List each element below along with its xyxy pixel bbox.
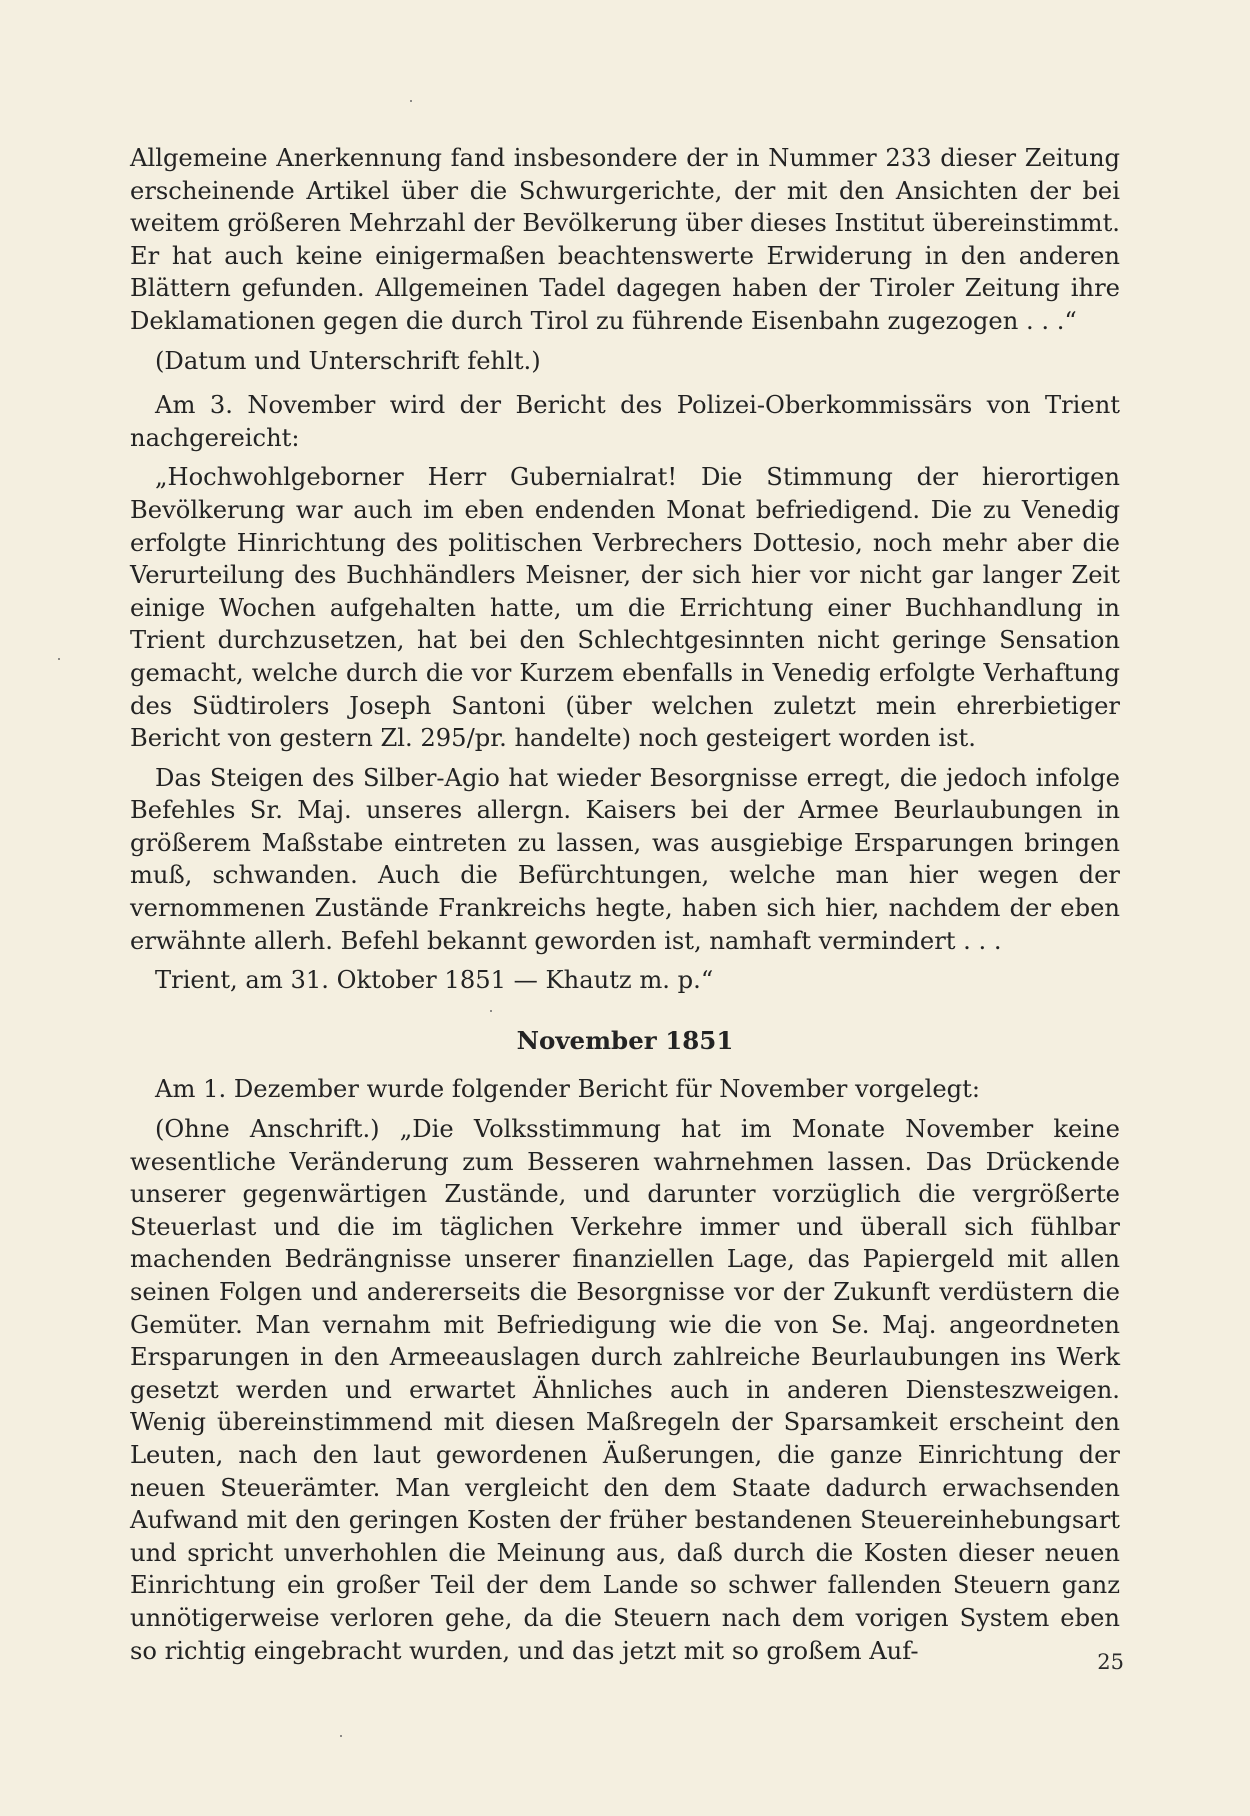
paper-speck: [58, 658, 60, 660]
page-number: 25: [1097, 1650, 1124, 1674]
paragraph-intro-report: Am 3. November wird der Bericht des Polizei-Oberkommissärs von Trient nachgereicht:: [130, 391, 1120, 452]
paragraph-silver-agio: Das Steigen des Silber-Agio hat wieder Besorgnisse erregt, die jedoch infolge Befehles Sr. Maj. unseres allergn. Kaisers bei der Armee Beurlaubungen in größerem Maßstabe eintreten zu lassen, was ausgiebige Ersparungen bringen muß, schwanden. Auch die Befürchtungen, welche man hier wegen der vernommenen Zustände Frankreichs hegte, haben sich hier, nachdem der eben erwähnte allerh. Befehl bekannt geworden ist, namhaft vermindert . . .: [130, 763, 1120, 955]
paragraph-report-body: „Hochwohlgeborner Herr Gubernialrat! Die Stimmung der hierortigen Bevölkerung war auch im eben endenden Monat befriedigend. Die zu Venedig erfolgte Hinrichtung des politischen Verbrechers Dottesio, noch mehr aber die Verurteilung des Buchhändlers Meisner, der sich hier vor nicht gar langer Zeit einige Wochen aufgehalten hatte, um die Errichtung einer Buchhandlung in Trient durchzusetzen, hat bei den Schlechtgesinnten nicht geringe Sensation gemacht, welche durch die vor Kurzem ebenfalls in Venedig erfolgte Verhaftung des Südtirolers Joseph Santoni (über welchen zuletzt mein ehrerbietiger Bericht von gestern Zl. 295/pr. handelte) noch gesteigert worden ist.: [130, 463, 1120, 753]
paper-speck: [340, 1735, 342, 1737]
section-heading: November 1851: [516, 1025, 734, 1055]
paper-speck: [410, 100, 412, 102]
paragraph-november-report: (Ohne Anschrift.) „Die Volksstimmung hat im Monate November keine wesentliche Veränderung zum Besseren wahrnehmen lassen. Das Drückende unserer gegenwärtigen Zustände, und darunter vorzüglich die vergrößerte Steuerlast und die im täglichen Verkehre immer und überall sich fühlbar machenden Bedrängnisse unserer finanziellen Lage, das Papiergeld mit allen seinen Folgen und andererseits die Besorgnisse vor der Zukunft verdüstern die Gemüter. Man vernahm mit Befriedigung wie die von Se. Maj. angeordneten Ersparungen in den Armeeauslagen durch zahlreiche Beurlaubungen ins Werk gesetzt werden und erwartet Ähnliches auch in anderen Diensteszweigen. Wenig übereinstimmend mit diesen Maßregeln der Sparsamkeit erscheint den Leuten, nach den laut gewordenen Äußerungen, die ganze Einrichtung der neuen Steuerämter. Man vergleicht den dem Staate dadurch erwachsenden Aufwand mit den geringen Kosten der früher bestandenen Steuereinhebungsart und spricht unverhohlen die Meinung aus, daß durch die Kosten dieser neuen Einrichtung ein großer Teil der dem Lande so schwer fallenden Steuern ganz unnötigerweise verloren gehe, da die Steuern nach dem vorigen System eben so richtig eingebracht wurden, und das jetzt mit so großem Auf-: [130, 1115, 1120, 1665]
paragraph-signature: Trient, am 31. Oktober 1851 — Khautz m. p.“: [155, 966, 714, 995]
paragraph-continuation: Allgemeine Anerkennung fand insbesondere der in Nummer 233 dieser Zeitung erscheinende Artikel über die Schwurgerichte, der mit den Ansichten der bei weitem größeren Mehrzahl der Bevölkerung über dieses Institut übereinstimmt. Er hat auch keine einigermaßen beachtenswerte Erwiderung in den anderen Blättern gefunden. Allgemeinen Tadel dagegen haben der Tiroler Zeitung ihre Deklamationen gegen die durch Tirol zu führende Eisenbahn zugezogen . . .“: [130, 144, 1120, 335]
paper-speck: [490, 1010, 492, 1012]
body-text: [130, 142, 1120, 1667]
paragraph-december-intro: Am 1. Dezember wurde folgender Bericht für November vorgelegt:: [155, 1075, 980, 1104]
paragraph-date-note: (Datum und Unterschrift fehlt.): [155, 346, 541, 375]
